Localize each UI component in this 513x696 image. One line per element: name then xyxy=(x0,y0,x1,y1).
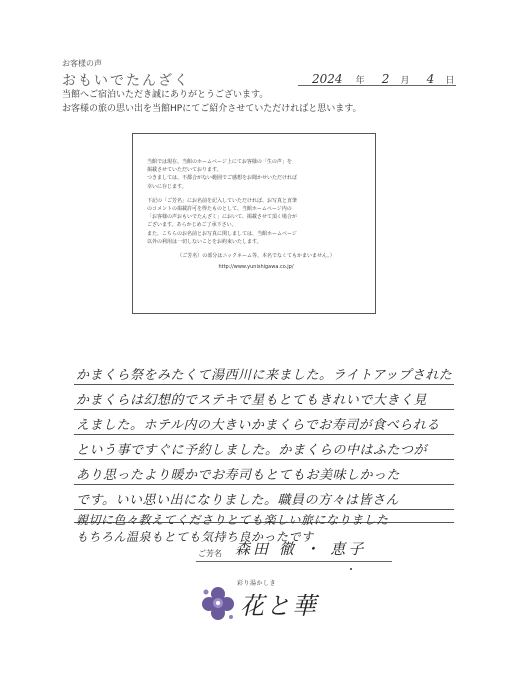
notice-line: ございます。あらかじめご了承下さい。 xyxy=(147,222,237,229)
notice-line: 「お客様の声おもいでたんざく」において、掲載させて頂く場合が xyxy=(147,214,297,221)
ruled-line xyxy=(74,509,454,510)
notice-paragraph xyxy=(147,158,365,191)
message-line: もちろん温泉もとても気持ち良かったです xyxy=(76,530,314,544)
date-day-unit: 日 xyxy=(445,76,455,86)
notice-line: 幸いに存じます。 xyxy=(147,183,187,190)
intro-line: 当館へご宿泊いただき誠にありがとうございます。 xyxy=(62,90,269,100)
message-line: あり思ったより暖かでお寿司もとてもお美味しかった xyxy=(76,468,401,483)
ruled-line xyxy=(74,434,454,435)
logo-title: 花と華 xyxy=(240,592,318,620)
signature-underline xyxy=(196,561,392,562)
message-line: かまくら祭をみたくて湯西川に来ました。ライトアップされた xyxy=(76,368,453,383)
page-title: おもいでたんざく xyxy=(62,73,190,89)
ruled-line xyxy=(74,384,454,385)
date-year-unit: 年 xyxy=(355,76,365,86)
signature-name: 森田 徹 ・ 恵子 xyxy=(235,540,367,558)
ink-dot xyxy=(350,568,352,570)
intro-line: お客様の旅の思い出を当館HPにてご紹介させていただければと思います。 xyxy=(62,104,362,114)
notice-line: 以外の利用は一切しないことをお約束いたします。 xyxy=(147,238,262,245)
date-month-unit: 月 xyxy=(400,76,410,86)
ruled-line xyxy=(74,409,454,410)
date-day: 4 xyxy=(426,72,435,86)
message-line: えました。ホテル内の大きいかまくらでお寿司が食べられる xyxy=(76,418,440,433)
message-line: 親切に色々教えてくださりとても楽しい旅になりました xyxy=(76,513,389,527)
notice-line: 掲載させていただいております。 xyxy=(147,167,222,174)
flower-logo-icon xyxy=(200,584,236,622)
notice-url: http://www.yunishigawa.co.jp/ xyxy=(218,264,294,271)
message-line: かまくらは幻想的でステキで星もとてもきれいで大きく見 xyxy=(76,393,427,408)
date-field xyxy=(312,68,454,87)
notice-line: つきましては、不都合がない範囲でご感想をお聞かせいただければ xyxy=(147,175,298,182)
notice-line: 下記の「ご芳名」にお名前を記入していただければ、お写真と直筆 xyxy=(147,197,298,204)
notice-line: 当館では現在、当館のホームページ上にてお客様の「生の声」を xyxy=(147,159,292,165)
intro-text xyxy=(62,88,361,116)
header-label: お客様の声 xyxy=(62,59,102,68)
notice-paragraph xyxy=(147,197,365,246)
notice-line: また、こちらのお名前とお写真に関しましては、当館ホームページ xyxy=(147,230,297,237)
message-line: です。いい思い出になりました。職員の方々は皆さん xyxy=(76,493,399,508)
notice-line: のコメントの掲載許可を得たものとして、当館ホームページ内の xyxy=(147,206,292,213)
ruled-line xyxy=(74,459,454,460)
date-month: 2 xyxy=(381,72,390,86)
message-line: という事ですぐに予約しました。かまくらの中はふたつが xyxy=(76,443,428,458)
notice-footnote: （ご芳名）の部分はニックネーム等、本名でなくてもかまいません。） xyxy=(177,253,335,260)
notice-box xyxy=(132,133,376,314)
ruled-line xyxy=(74,484,454,485)
date-year: 2024 xyxy=(312,72,343,86)
logo-subtitle: 彩り湯かしき xyxy=(237,580,277,587)
signature-label: ご芳名 xyxy=(198,549,222,558)
